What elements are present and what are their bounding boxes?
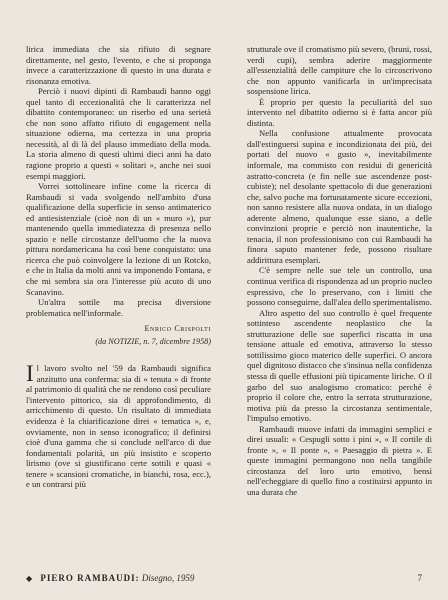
author-signature: Enrico Crispolti (144, 324, 211, 334)
left-column (26, 44, 211, 490)
right-paragraph-3: Nella confusione attualmente provocata dall'estinguersi supina e incondizionata dei più, dei portati del nuovo « gusto », inevitabilmente informale, ma commisto con residui di genericità astratto-concreta (e fin nelle sue ascendenze post-cubiste); nel desolante spettacolo di due generazioni che, salvo poche ma fortunatamente sicure eccezioni, non sanno resistere alla nuova ondata, in un dialogo aderente almeno, qualunque esse siano, a delle convinzioni proprie e perciò non inautentiche, la tenacia, il non professionismo con cui Rambaudi ha finora saputo mantener fede, possono risultare addirittura esemplari. (247, 128, 432, 265)
left-paragraph-5: l lavoro svolto nel '59 da Rambaudi significa anzitutto una conferma: sia di « tenuta » di fronte al patrimonio di qualità che ne rendono così peculiare l'intervento pittorico, sia di approfondimento, di arricchimento di questo. Un risultato di immediata evidenza è la chiarificazione direi « tematica », e, ovviamente, non in senso iconografico; il definirsi cioè d'una gamma che si conclude nell'arco di due fondamentali polarità, un più insistito e scoperto lirismo (ove si giustificano certe sottili e quasi « tenere » scansioni cromatiche, in bianchi, rosa, ecc.), e un contrarsi più (26, 363, 211, 490)
left-paragraph-3: Vorrei sottolineare infine come la ricerca di Rambaudi si vada svolgendo nell'ambito d'una qualificazione della superficie in senso antimaterico ed antiesistenziale (cioè non di un « muro »), pur mantenendo quella immediatezza di presenza nello spazio e nelle circostanze dell'uomo che la nuova pittura nordamericana ha così bene conquistato: una ricerca che può coinvolgere la lezione di un Rotcko, e che in Italia da molti anni va imponendo Fontana, e che mi sembra sia ora l'interesse più acuto di uno Scanavino. (26, 181, 211, 297)
right-paragraph-1: strutturale ove il cromatismo più severo, (bruni, rossi, verdi cupi), sembra aderire maggiormente all'essenzialità delle campiture che lo circoscrivono che non appunto vanificarla in un'imprecisata sospensione lirica. (247, 44, 432, 97)
section-gap (26, 347, 211, 363)
source-citation: (da NOTIZIE, n. 7, dicembre 1958) (95, 336, 211, 346)
right-column (247, 44, 432, 498)
left-paragraph-1: lirica immediata che sia rifiuto di segnare direttamente, nel gesto, l'evento, e che si proponga invece a caratterizzazione di questo in una durata e risonanza emotiva. (26, 44, 211, 86)
page-number: 7 (417, 573, 422, 583)
second-article (26, 363, 211, 490)
left-paragraph-2: Perciò i nuovi dipinti di Rambaudi hanno oggi quel tanto di eccezionalità che li caratterizza nel dibattito contemporaneo: un riserbo ed una serietà che non sono affatto rifiuto di engagement nella situazione odierna, ma certezza in una propria necessità, al di là del plauso immediato della moda. La storia almeno di questi ultimi dieci anni ha dato ragione proprio a questi « solitari », anche nei suoi esempi maggiori. (26, 86, 211, 181)
left-paragraph-4: Un'altra sottile ma precisa diversione problematica nell'informale. (26, 297, 211, 318)
footer-work-title: Disegno, 1959 (141, 573, 195, 583)
drop-cap: I (26, 361, 34, 387)
right-paragraph-5: Altro aspetto del suo controllo è quel frequente sottinteso ascendente neoplastico che la strutturazione delle sue superfici riscatta in una tensione attuale ed emotiva, attraverso lo stesso sottilissimo gioco materico delle superfici. O ancora quel dignitoso distacco che s'insinua nella confidenza stessa di quelle effusioni più tipicamente liriche. O il garbo del suo analogismo cromatico: perché è proprio il colore che, entro la serrata strutturazione, motiva più da presso la circostanza sentimentale, l'impulso emotivo. (247, 307, 432, 424)
page-footer (26, 572, 422, 585)
diamond-icon: ◆ (26, 574, 33, 583)
footer-author: PIERO RAMBAUDI: (40, 573, 140, 583)
right-paragraph-6: Rambaudi muove infatti da immagini semplici e direi usuali: « Cespugli sotto i pini », « Il cortile di fronte », « Il ponte », « Paesaggio di pietra ». E queste immagini permangono non nella tangibile circostanza del loro urto emotivo, bensì nell'echeggiare di quello fino a costituirsi appunto in una durata che (247, 423, 432, 497)
right-paragraph-2: È proprio per questo la peculiarità del suo intervento nel dibattito odierno si è fatta ancor più distinta. (247, 96, 432, 128)
right-paragraph-4: C'è sempre nelle sue tele un controllo, una continua verifica di rispondenza ad un proprio nucleo espressivo, che lo preservano, con i limiti che possono conseguirne, dall'alea dello sperimentalismo. (247, 265, 432, 308)
